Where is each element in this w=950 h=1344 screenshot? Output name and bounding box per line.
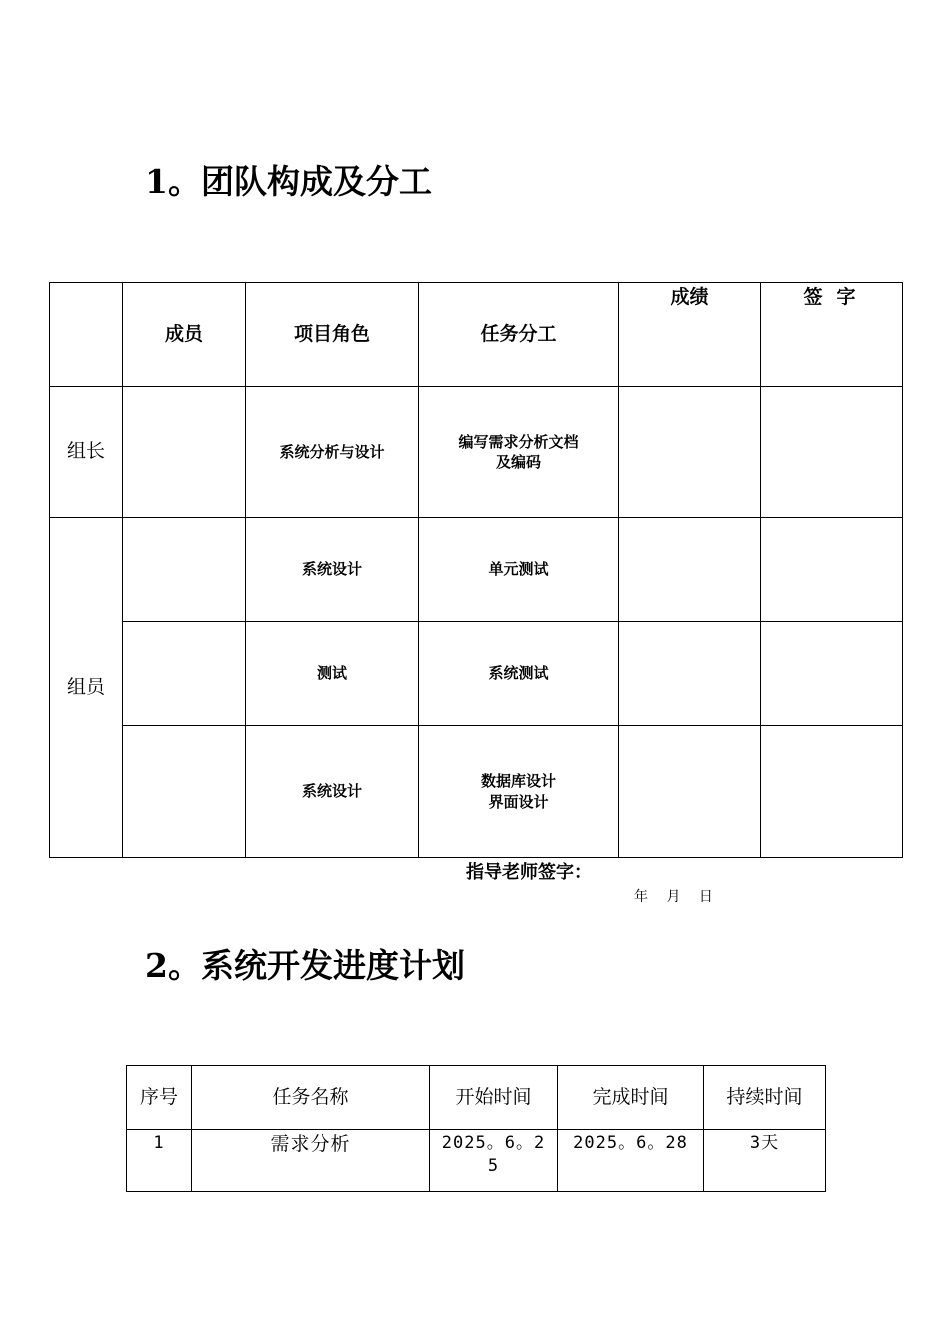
member-row bbox=[50, 518, 903, 622]
leader-label: 组长 bbox=[50, 387, 123, 518]
header-duration: 持续时间 bbox=[704, 1066, 826, 1130]
member-sign-cell bbox=[761, 726, 903, 858]
signature-date-line: 年 月 日 bbox=[634, 889, 713, 905]
header-task: 任务分工 bbox=[419, 283, 619, 387]
member-task-line-1: 数据库设计 bbox=[480, 772, 556, 791]
member-role: 系统设计 bbox=[246, 726, 419, 858]
member-sign-cell bbox=[761, 622, 903, 726]
members-label: 组员 bbox=[50, 518, 123, 858]
schedule-row bbox=[127, 1130, 826, 1192]
section-1-title: 1。团队构成及分工 bbox=[145, 162, 432, 201]
member-task: 单元测试 bbox=[419, 518, 619, 622]
row-start-time-text: 2025。6。25 bbox=[441, 1133, 546, 1176]
member-row bbox=[50, 726, 903, 858]
leader-grade-cell bbox=[619, 387, 761, 518]
member-role: 测试 bbox=[246, 622, 419, 726]
row-end-time: 2025。6。28 bbox=[558, 1130, 704, 1192]
member-task: 系统测试 bbox=[419, 622, 619, 726]
header-blank-cell bbox=[50, 283, 123, 387]
schedule-header-row bbox=[127, 1066, 826, 1130]
member-row bbox=[50, 622, 903, 726]
leader-role: 系统分析与设计 bbox=[246, 387, 419, 518]
leader-member-cell bbox=[123, 387, 246, 518]
header-no: 序号 bbox=[127, 1066, 192, 1130]
header-sign bbox=[761, 283, 903, 387]
member-name-cell bbox=[123, 622, 246, 726]
leader-task bbox=[419, 387, 619, 518]
row-task-name: 需求分析 bbox=[192, 1130, 430, 1192]
member-task-line-2: 界面设计 bbox=[488, 792, 549, 811]
header-task-name: 任务名称 bbox=[192, 1066, 430, 1130]
member-name-cell bbox=[123, 518, 246, 622]
member-grade-cell bbox=[619, 518, 761, 622]
row-no: 1 bbox=[127, 1130, 192, 1192]
member-grade-cell bbox=[619, 726, 761, 858]
header-role: 项目角色 bbox=[246, 283, 419, 387]
row-duration: 3天 bbox=[704, 1130, 826, 1192]
team-header-row bbox=[50, 283, 903, 387]
member-role: 系统设计 bbox=[246, 518, 419, 622]
leader-task-line-2: 及编码 bbox=[495, 453, 541, 471]
leader-row bbox=[50, 387, 903, 518]
advisor-signature-label: 指导老师签字： bbox=[466, 862, 592, 883]
section-2-title: 2。系统开发进度计划 bbox=[145, 946, 465, 985]
header-member: 成员 bbox=[123, 283, 246, 387]
leader-sign-cell bbox=[761, 387, 903, 518]
team-table bbox=[49, 282, 903, 858]
row-start-time bbox=[430, 1130, 558, 1192]
member-grade-cell bbox=[619, 622, 761, 726]
header-end-time: 完成时间 bbox=[558, 1066, 704, 1130]
schedule-table bbox=[126, 1065, 826, 1192]
member-task bbox=[419, 726, 619, 858]
member-name-cell bbox=[123, 726, 246, 858]
header-sign-label: 签字 bbox=[803, 286, 870, 308]
header-grade: 成绩 bbox=[619, 283, 761, 387]
header-start-time: 开始时间 bbox=[430, 1066, 558, 1130]
member-sign-cell bbox=[761, 518, 903, 622]
leader-task-line-1: 编写需求分析文档 bbox=[458, 432, 579, 451]
